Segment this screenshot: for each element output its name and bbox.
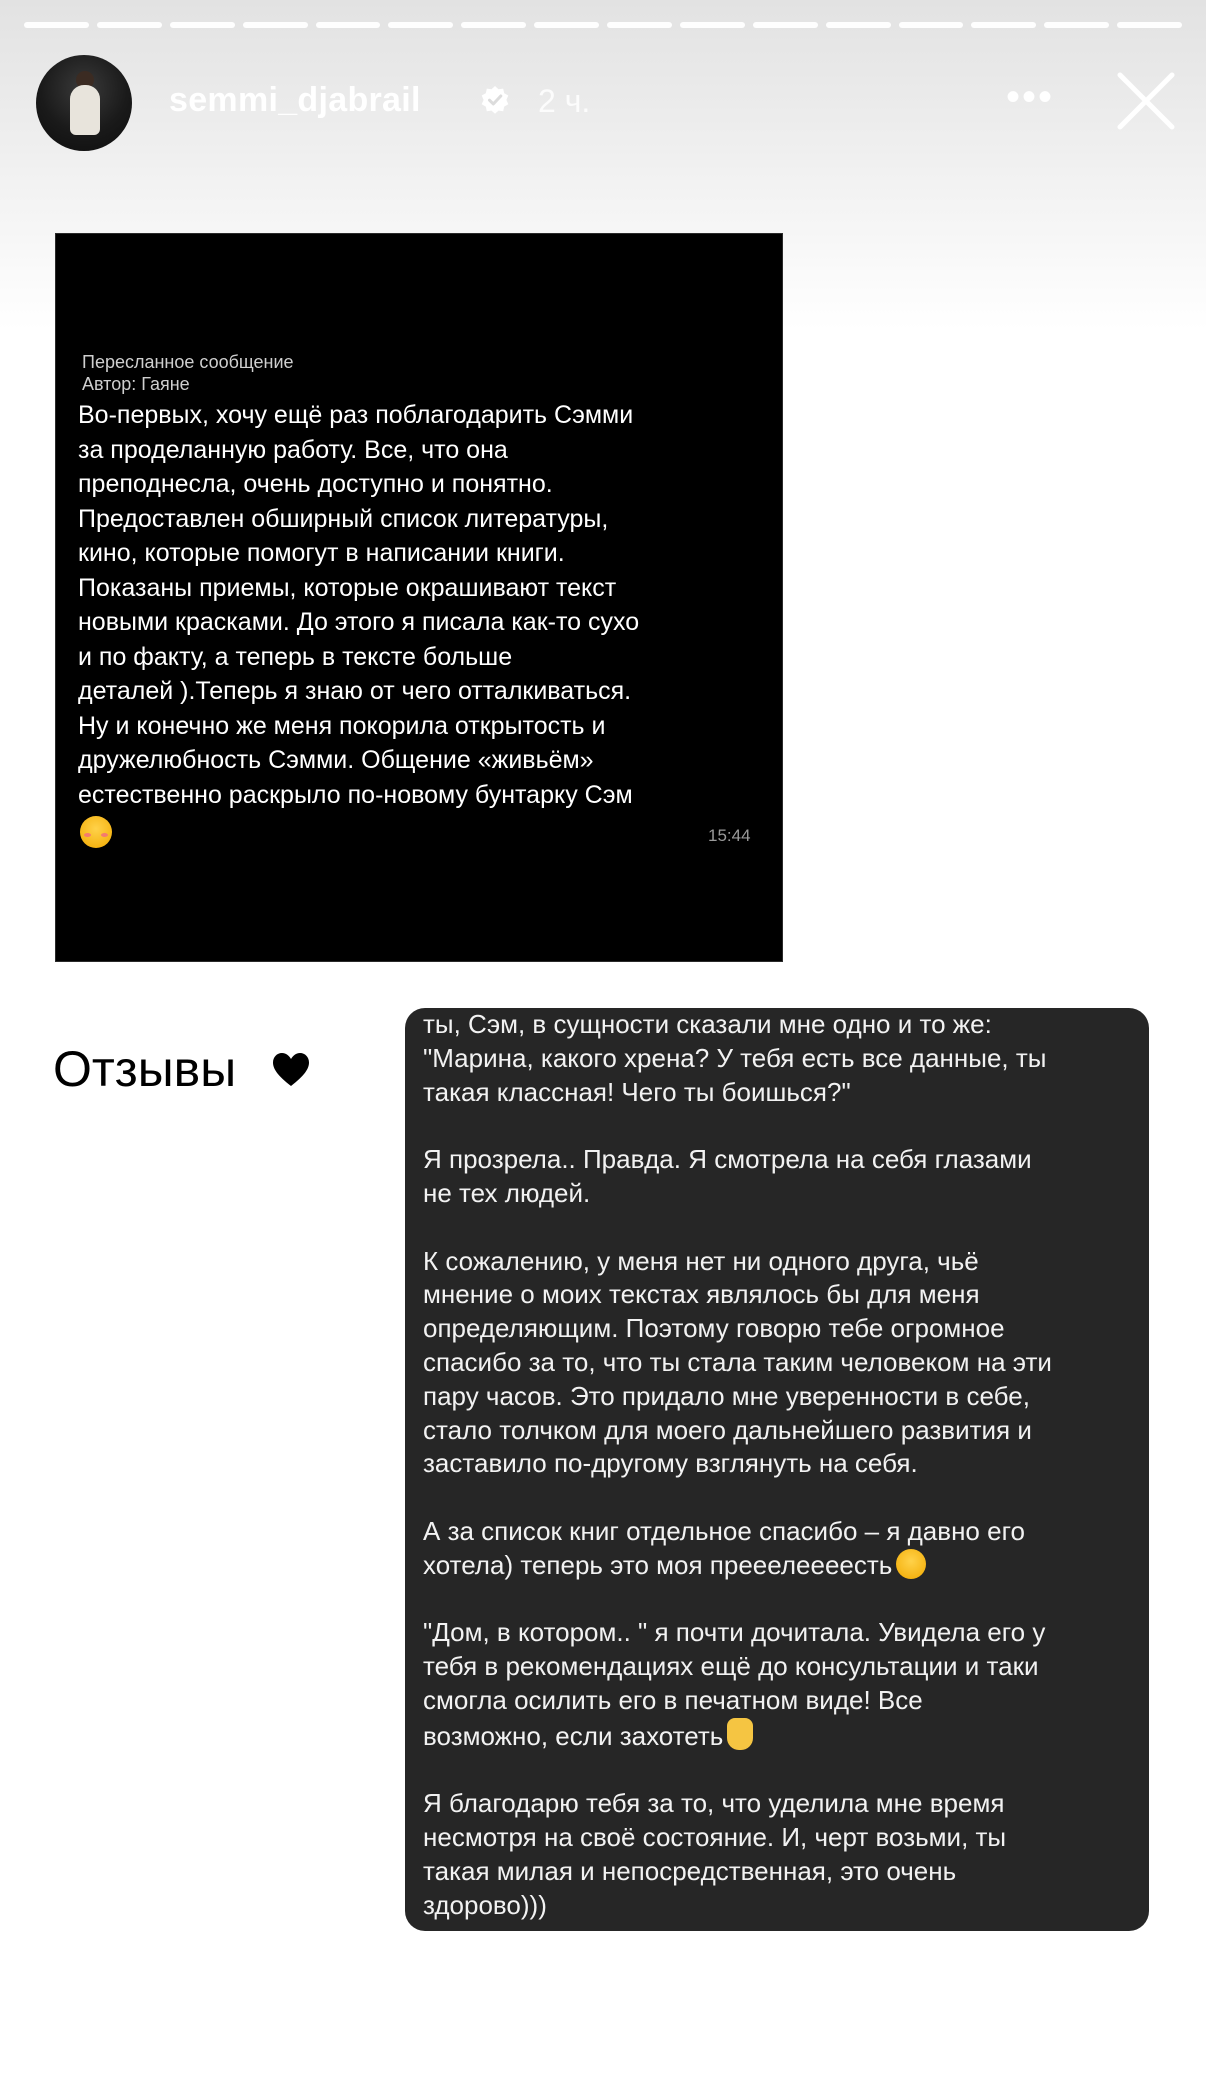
story-time: 2 ч.: [538, 83, 591, 119]
progress-segment: [316, 22, 381, 28]
avatar-figure: [70, 85, 100, 135]
message-timestamp: 15:44: [708, 826, 751, 845]
review-message-bubble: [405, 1008, 1149, 1931]
star-struck-emoji-icon: [896, 1549, 926, 1579]
progress-segment: [24, 22, 89, 28]
progress-segment: [1117, 22, 1182, 28]
review-paragraph-with-emoji: [423, 1515, 1135, 1583]
progress-segment: [899, 22, 964, 28]
progress-segment: [170, 22, 235, 28]
verified-badge-icon: [480, 85, 510, 115]
review-paragraph: Я прозрела.. Правда. Я смотрела на себя глазами не тех людей.: [423, 1144, 1032, 1208]
progress-segment: [826, 22, 891, 28]
close-icon[interactable]: [1114, 69, 1178, 133]
avatar[interactable]: [36, 55, 132, 151]
more-dots-icon[interactable]: •••: [1005, 75, 1054, 119]
review-paragraph-with-emoji: [423, 1616, 1135, 1753]
progress-segment: [680, 22, 745, 28]
username[interactable]: semmi_djabrail: [169, 81, 421, 119]
forwarded-message-screenshot: [55, 233, 783, 962]
progress-segment: [607, 22, 672, 28]
review-paragraph: ты, Сэм, в сущности сказали мне одно и то же: "Марина, какого хрена? У тебя есть все данные, ты такая классная! Чего ты боишься?": [423, 1009, 1047, 1107]
review-paragraph: А за список книг отдельное спасибо – я давно его хотела) теперь это моя прееелеееесть: [423, 1515, 1025, 1580]
progress-segment: [753, 22, 818, 28]
review-paragraph: Я благодарю тебя за то, что уделила мне время несмотря на своё состояние. И, черт возьми, ты такая милая и непосредственная, это очень здорово))): [423, 1788, 1007, 1920]
progress-segment: [97, 22, 162, 28]
review-text: [423, 1008, 1135, 1923]
progress-segment: [461, 22, 526, 28]
rock-hand-emoji-icon: [727, 1718, 753, 1750]
story-progress-bar: [24, 22, 1182, 28]
progress-segment: [388, 22, 453, 28]
progress-segment: [971, 22, 1036, 28]
progress-segment: [243, 22, 308, 28]
progress-segment: [534, 22, 599, 28]
review-paragraph: К сожалению, у меня нет ни одного друга, чьё мнение о моих текстах являлось бы для меня определяющим. Поэтому говорю тебе огромное спасибо за то, что ты стала таким человеком на эти пару часов. Это придало мне уверенности в себе, стало толчком для моего дальнейшего развития и заставило по-другому взглянуть на себя.: [423, 1245, 1052, 1479]
review-paragraph: "Дом, в котором.. " я почти дочитала. Увидела его у тебя в рекомендациях ещё до консультации и таки смогла осилить его в печатном виде! Все возможно, если захотеть: [423, 1617, 1046, 1751]
story-header: [36, 55, 1176, 151]
forwarded-author: Автор: Гаяне: [82, 374, 190, 394]
forwarded-label: Пересланное сообщение: [82, 352, 294, 372]
heart-icon: [272, 1052, 310, 1088]
caption-title: Отзывы: [53, 1041, 237, 1097]
blush-emoji-icon: [80, 816, 112, 848]
forwarded-body: Во-первых, хочу ещё раз поблагодарить Сэмми за проделанную работу. Все, что она преподнесла, очень доступно и понятно. Предоставлен обширный список литературы, кино, которые помогут в написании книги. Показаны приемы, которые окрашивают текст новыми красками. До этого я писала как-то сухо и по факту, а теперь в тексте больше деталей ).Теперь я знаю от чего отталкиваться. Ну и конечно же меня покорила открытость и дружелюбность Сэмми. Общение «живьём» естественно раскрыло по-новому бунтарку Сэм: [78, 401, 640, 809]
progress-segment: [1044, 22, 1109, 28]
